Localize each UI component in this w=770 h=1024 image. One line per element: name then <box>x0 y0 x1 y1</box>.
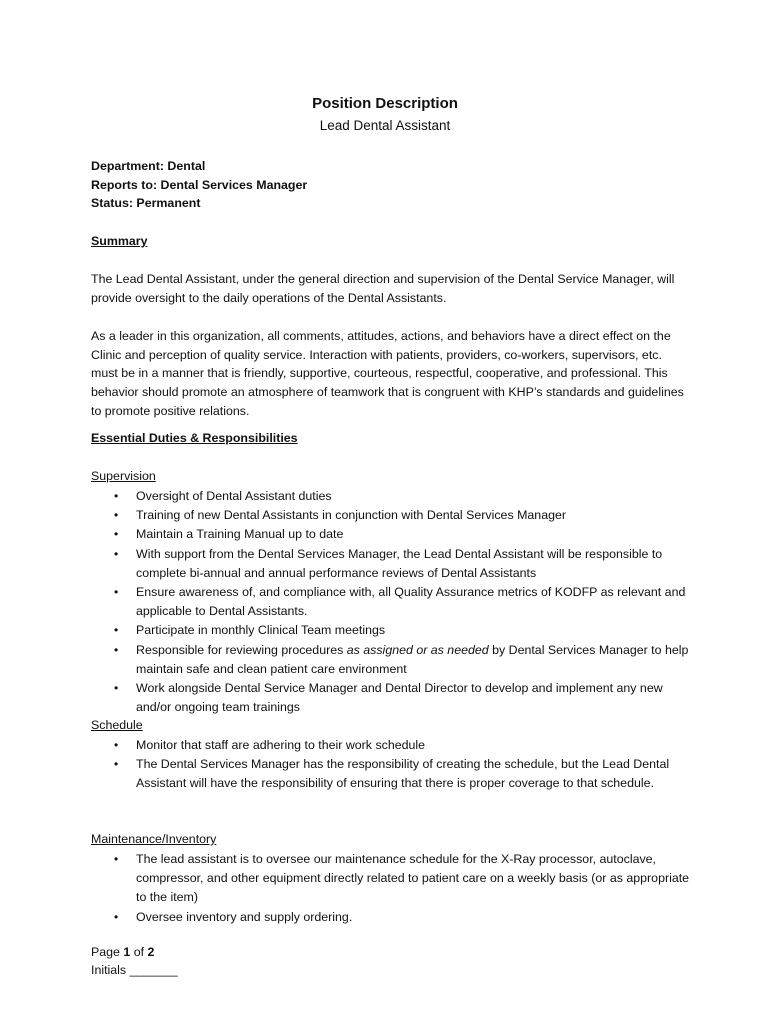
list-item: • Training of new Dental Assistants in conjunction with Dental Services Manager <box>91 506 691 525</box>
page-label: Page <box>91 945 124 959</box>
schedule-heading: Schedule <box>91 718 143 732</box>
page-total: 2 <box>147 945 155 959</box>
list-item-emphasis: as assigned or as needed <box>346 642 489 657</box>
list-item: • The lead assistant is to oversee our maintenance schedule for the X-Ray processor, autoclave, compressor, and other equipment directly related to patient care on a weekly basis (or as appropriate to the item) <box>91 850 691 908</box>
list-item: • Oversee inventory and supply ordering. <box>91 908 691 927</box>
department-line: Department: Dental <box>91 159 206 173</box>
page-footer <box>91 943 178 979</box>
document-title: Position Description <box>312 95 458 112</box>
maintenance-heading: Maintenance/Inventory <box>91 832 217 846</box>
page-number <box>91 943 178 961</box>
reports-to-line: Reports to: Dental Services Manager <box>91 177 308 192</box>
maintenance-list <box>91 850 691 927</box>
document-subtitle: Lead Dental Assistant <box>319 118 451 133</box>
position-meta <box>91 157 307 213</box>
supervision-heading: Supervision <box>91 469 156 483</box>
status-line: Status: Permanent <box>91 196 201 210</box>
list-item: • Work alongside Dental Service Manager and Dental Director to develop and implement any new and/or ongoing team trainings <box>91 679 691 717</box>
list-item: • Oversight of Dental Assistant duties <box>91 487 691 506</box>
page-of: of <box>130 945 148 959</box>
list-item: • Ensure awareness of, and compliance with, all Quality Assurance metrics of KODFP as relevant and applicable to Dental Assistants. <box>91 583 691 621</box>
duties-heading: Essential Duties & Responsibilities <box>91 431 298 445</box>
list-item <box>91 641 691 679</box>
list-item: • Monitor that staff are adhering to their work schedule <box>91 736 691 755</box>
list-item: • With support from the Dental Services Manager, the Lead Dental Assistant will be responsible to complete bi-annual and annual performance reviews of Dental Assistants <box>91 545 691 583</box>
page-current: 1 <box>123 945 131 959</box>
list-item-text: by Dental Services Manager to help maintain safe and clean patient care environment <box>136 642 689 676</box>
list-item-text: Responsible for reviewing procedures <box>136 642 347 657</box>
supervision-list <box>91 487 691 717</box>
schedule-list <box>91 736 691 794</box>
summary-paragraph-1: The Lead Dental Assistant, under the general direction and supervision of the Dental Service Manager, will provide oversight to the daily operations of the Dental Assistants. <box>91 272 675 305</box>
summary-paragraph-2: As a leader in this organization, all comments, attitudes, actions, and behaviors have a direct effect on the Clinic and perception of quality service. Interaction with patients, providers, co-workers, supervisors, etc. must be in a manner that is friendly, supportive, courteous, respectful, cooperative, and professional. This behavior should promote an atmosphere of teamwork that is congruent with KHP’s standards and guidelines to promote positive relations. <box>91 329 684 418</box>
initials-line: Initials _______ <box>91 963 178 977</box>
list-item: • The Dental Services Manager has the responsibility of creating the schedule, but the Lead Dental Assistant will have the responsibility of ensuring that there is proper coverage to that schedule. <box>91 755 691 793</box>
list-item: • Participate in monthly Clinical Team meetings <box>91 621 691 640</box>
list-item: • Maintain a Training Manual up to date <box>91 525 691 544</box>
summary-heading: Summary <box>91 234 148 248</box>
